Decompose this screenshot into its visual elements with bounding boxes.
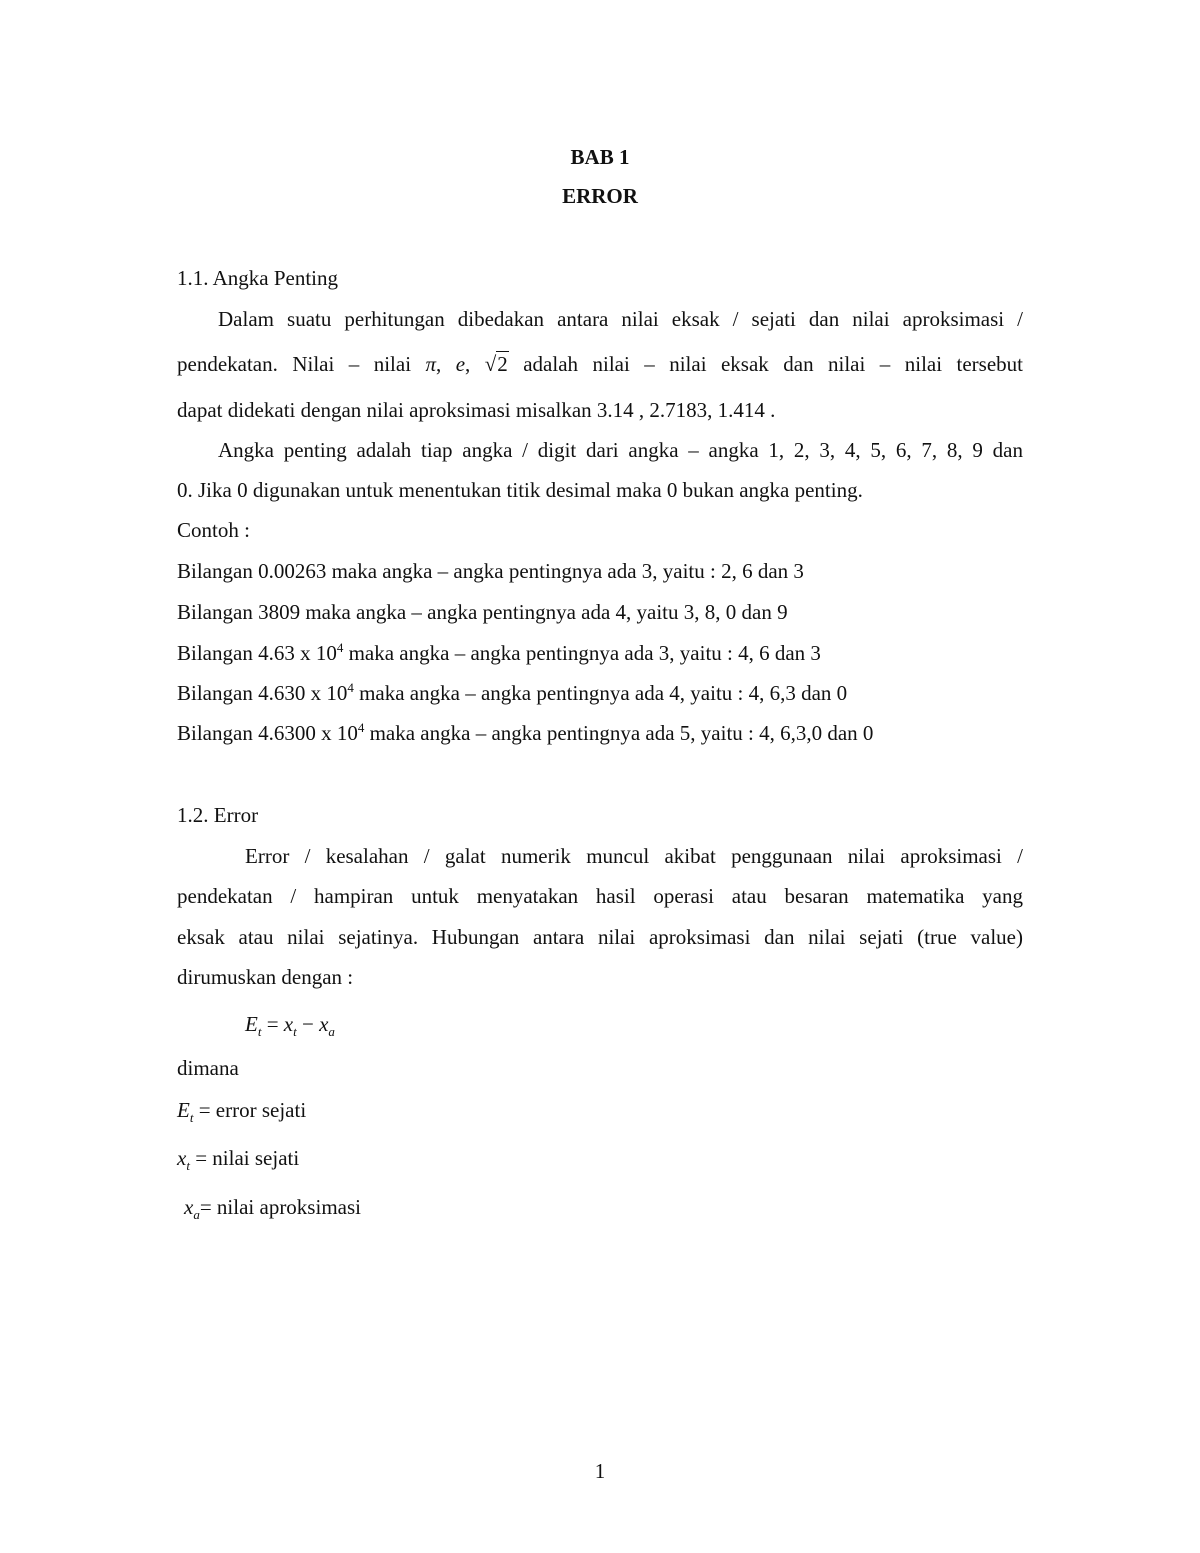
example-line: Bilangan 3809 maka angka – angka pentingnya ada 4, yaitu 3, 8, 0 dan 9 (177, 600, 788, 624)
chapter-title: ERROR (562, 184, 638, 208)
definition-line: $x_a=$ nilai aproksimasi (184, 1195, 361, 1222)
definition-line: $x_t$ = nilai sejati (177, 1146, 300, 1173)
chapter-label: BAB 1 (570, 145, 630, 169)
e-symbol: e (455, 352, 466, 376)
section-heading-angka-penting: 1.1. Angka Penting (177, 266, 338, 290)
paragraph-line: Error / kesalahan / galat numerik muncul akibat penggunaan nilai aproksimasi / (245, 844, 1023, 868)
error-formula: $E_t = x_t - x_a$ (245, 1012, 335, 1039)
pi-symbol: π (425, 352, 437, 376)
paragraph-line: eksak atau nilai sejatinya. Hubungan antara nilai aproksimasi dan nilai sejati (true value) (177, 925, 1023, 949)
exponent: 4 (336, 640, 344, 655)
paragraph-line: pendekatan / hampiran untuk menyatakan hasil operasi atau besaran matematika yang (177, 884, 1023, 908)
paragraph-line: Dalam suatu perhitungan dibedakan antara nilai eksak / sejati dan nilai aproksimasi / (218, 307, 1023, 331)
paragraph-line: Angka penting adalah tiap angka / digit dari angka – angka 1, 2, 3, 4, 5, 6, 7, 8, 9 dan (218, 438, 1023, 462)
paragraph-line: dapat didekati dengan nilai aproksimasi misalkan 3.14 , 2.7183, 1.414 . (177, 398, 776, 422)
example-label: Contoh : (177, 518, 250, 542)
definition-line: $E_t$ = error sejati (177, 1098, 307, 1125)
example-line: Bilangan 0.00263 maka angka – angka pentingnya ada 3, yaitu : 2, 6 dan 3 (177, 559, 804, 583)
paragraph-line: dirumuskan dengan : (177, 965, 354, 989)
sqrt-two: √2 (484, 352, 508, 376)
section-heading-error: 1.2. Error (177, 803, 259, 827)
page-number: 1 (594, 1459, 606, 1483)
paragraph-line-constants: pendekatan. Nilai – nilai π, e, √2 adalah nilai – nilai eksak dan nilai – nilai tersebut (177, 352, 1023, 376)
exponent: 4 (357, 720, 365, 735)
example-line: Bilangan 4.63 x $10^4$ maka angka – angka pentingnya ada 3, yaitu : 4, 6 dan 3 (177, 640, 821, 665)
where-label: dimana (177, 1056, 239, 1080)
example-line: Bilangan 4.630 x $10^4$ maka angka – angka pentingnya ada 4, yaitu : 4, 6,3 dan 0 (177, 680, 848, 705)
exponent: 4 (347, 680, 354, 695)
paragraph-line: 0. Jika 0 digunakan untuk menentukan titik desimal maka 0 bukan angka penting. (177, 478, 863, 502)
example-line: Bilangan 4.6300 x $10^4$ maka angka – angka pentingnya ada 5, yaitu : 4, 6,3,0 dan 0 (177, 720, 874, 745)
